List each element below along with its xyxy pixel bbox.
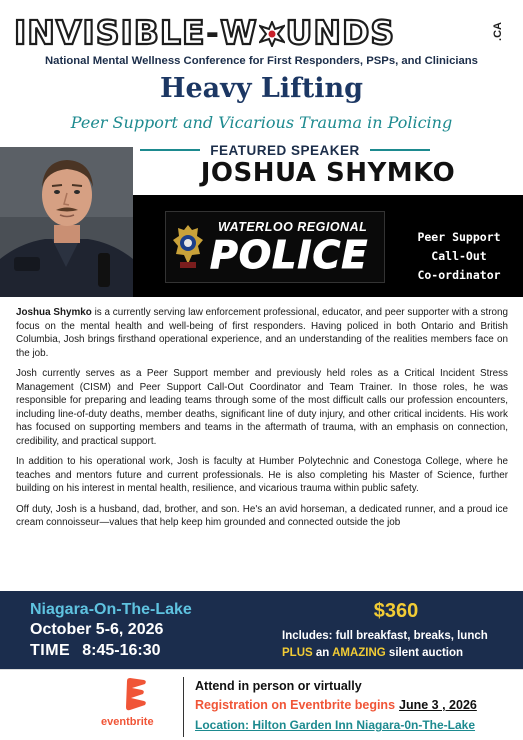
bio-paragraph: Josh currently serves as a Peer Support member and previously held roles as a Critical Incident Stress Management (CISM) and Peer Support Call-Out Coordinator and Team Trainer. In those roles, he was responsible for preparing and leading teams through some of the most difficult calls our profession encounters, including line-of-duty deaths, member deaths, significant line of duty injury, and other critical incidents. His work has focused on supporting members and teams in the aftermath of trauma, with an emphasis on connection, credibility, and practical support. <box>16 368 508 447</box>
registration-date[interactable]: June 3 , 2026 <box>399 698 477 712</box>
police-crest-icon <box>172 224 204 270</box>
time-value: 8:45-16:30 <box>82 642 161 659</box>
org-top-label: WATERLOO REGIONAL <box>218 220 368 234</box>
plus-word: PLUS <box>282 647 313 659</box>
session-subtitle: Peer Support and Vicarious Trauma in Policing <box>70 113 453 132</box>
eventbrite-icon[interactable] <box>118 677 152 711</box>
event-dates: October 5-6, 2026 <box>30 621 164 638</box>
org-main-label: POLICE <box>210 233 369 277</box>
event-location: Niagara-On-The-Lake <box>30 601 192 618</box>
divider-rule <box>140 149 200 151</box>
speaker-portrait-image <box>0 147 133 297</box>
divider-rule <box>370 149 430 151</box>
silent-auction-note <box>282 647 463 659</box>
card-divider <box>183 677 184 737</box>
logo-word-left: INVISIBLE <box>14 12 206 52</box>
registration-label: Registration on Eventbrite begins <box>195 698 396 712</box>
auction-word: silent auction <box>385 647 464 659</box>
eventbrite-wordmark: eventbrite <box>101 716 154 728</box>
attend-note: Attend in person or virtually <box>195 679 362 693</box>
bio-paragraph <box>16 306 508 360</box>
registration-note <box>195 698 477 712</box>
an-word: an <box>312 647 333 659</box>
logo-letter-w: W <box>220 12 258 52</box>
speaker-name: JOSHUA SHYMKO <box>200 158 456 188</box>
logo-dash: - <box>205 12 221 52</box>
featured-speaker-heading <box>140 140 430 160</box>
featured-speaker-label: FEATURED SPEAKER <box>210 142 360 158</box>
logo-suffix: .CA <box>492 22 504 41</box>
ticket-price: $360 <box>373 600 419 622</box>
speaker-role <box>398 228 520 285</box>
role-line: Call-Out <box>431 249 487 263</box>
waterloo-regional-police-logo <box>165 211 385 283</box>
bio-speaker-name: Joshua Shymko <box>16 307 92 318</box>
invisible-wounds-logo <box>14 10 508 54</box>
role-line: Co-ordinator <box>417 268 501 282</box>
speaker-bio <box>16 306 508 537</box>
time-label: TIME <box>30 642 71 659</box>
logo-word-right: UNDS <box>285 12 396 52</box>
bio-paragraph-text: is a currently serving law enforcement professional, educator, and peer supporter with a strong focus on the mental health and well-being of first responders. Having policed in both Ontario and British Columbia, Josh brings firsthand operational experience, and an understanding of the realities members face on the job. <box>16 307 508 359</box>
bio-paragraph: In addition to his operational work, Josh is faculty at Humber Polytechnic and Conestoga College, where he teaches and mentors future and current professionals. He is also completing his Master of Science, further building on his interest in mental health, resilience, and vicarious trauma within public safety. <box>16 456 508 494</box>
maltese-cross-icon <box>259 21 285 47</box>
venue-link[interactable]: Location: Hilton Garden Inn Niagara-0n-The-Lake <box>195 718 476 732</box>
event-time <box>30 642 161 660</box>
bio-paragraph: Off duty, Josh is a husband, dad, brother, and son. He's an avid horseman, a dedicated runner, and a proud ice cream connoisseur—values that help keep him grounded and connected outside the job <box>16 503 508 528</box>
price-includes: Includes: full breakfast, breaks, lunch <box>282 630 488 642</box>
conference-subtitle: National Mental Wellness Conference for First Responders, PSPs, and Clinicians <box>45 55 478 67</box>
amazing-word: AMAZING <box>332 647 386 659</box>
session-title: Heavy Lifting <box>159 73 364 104</box>
role-line: Peer Support <box>417 230 501 244</box>
speaker-photo <box>0 147 133 297</box>
